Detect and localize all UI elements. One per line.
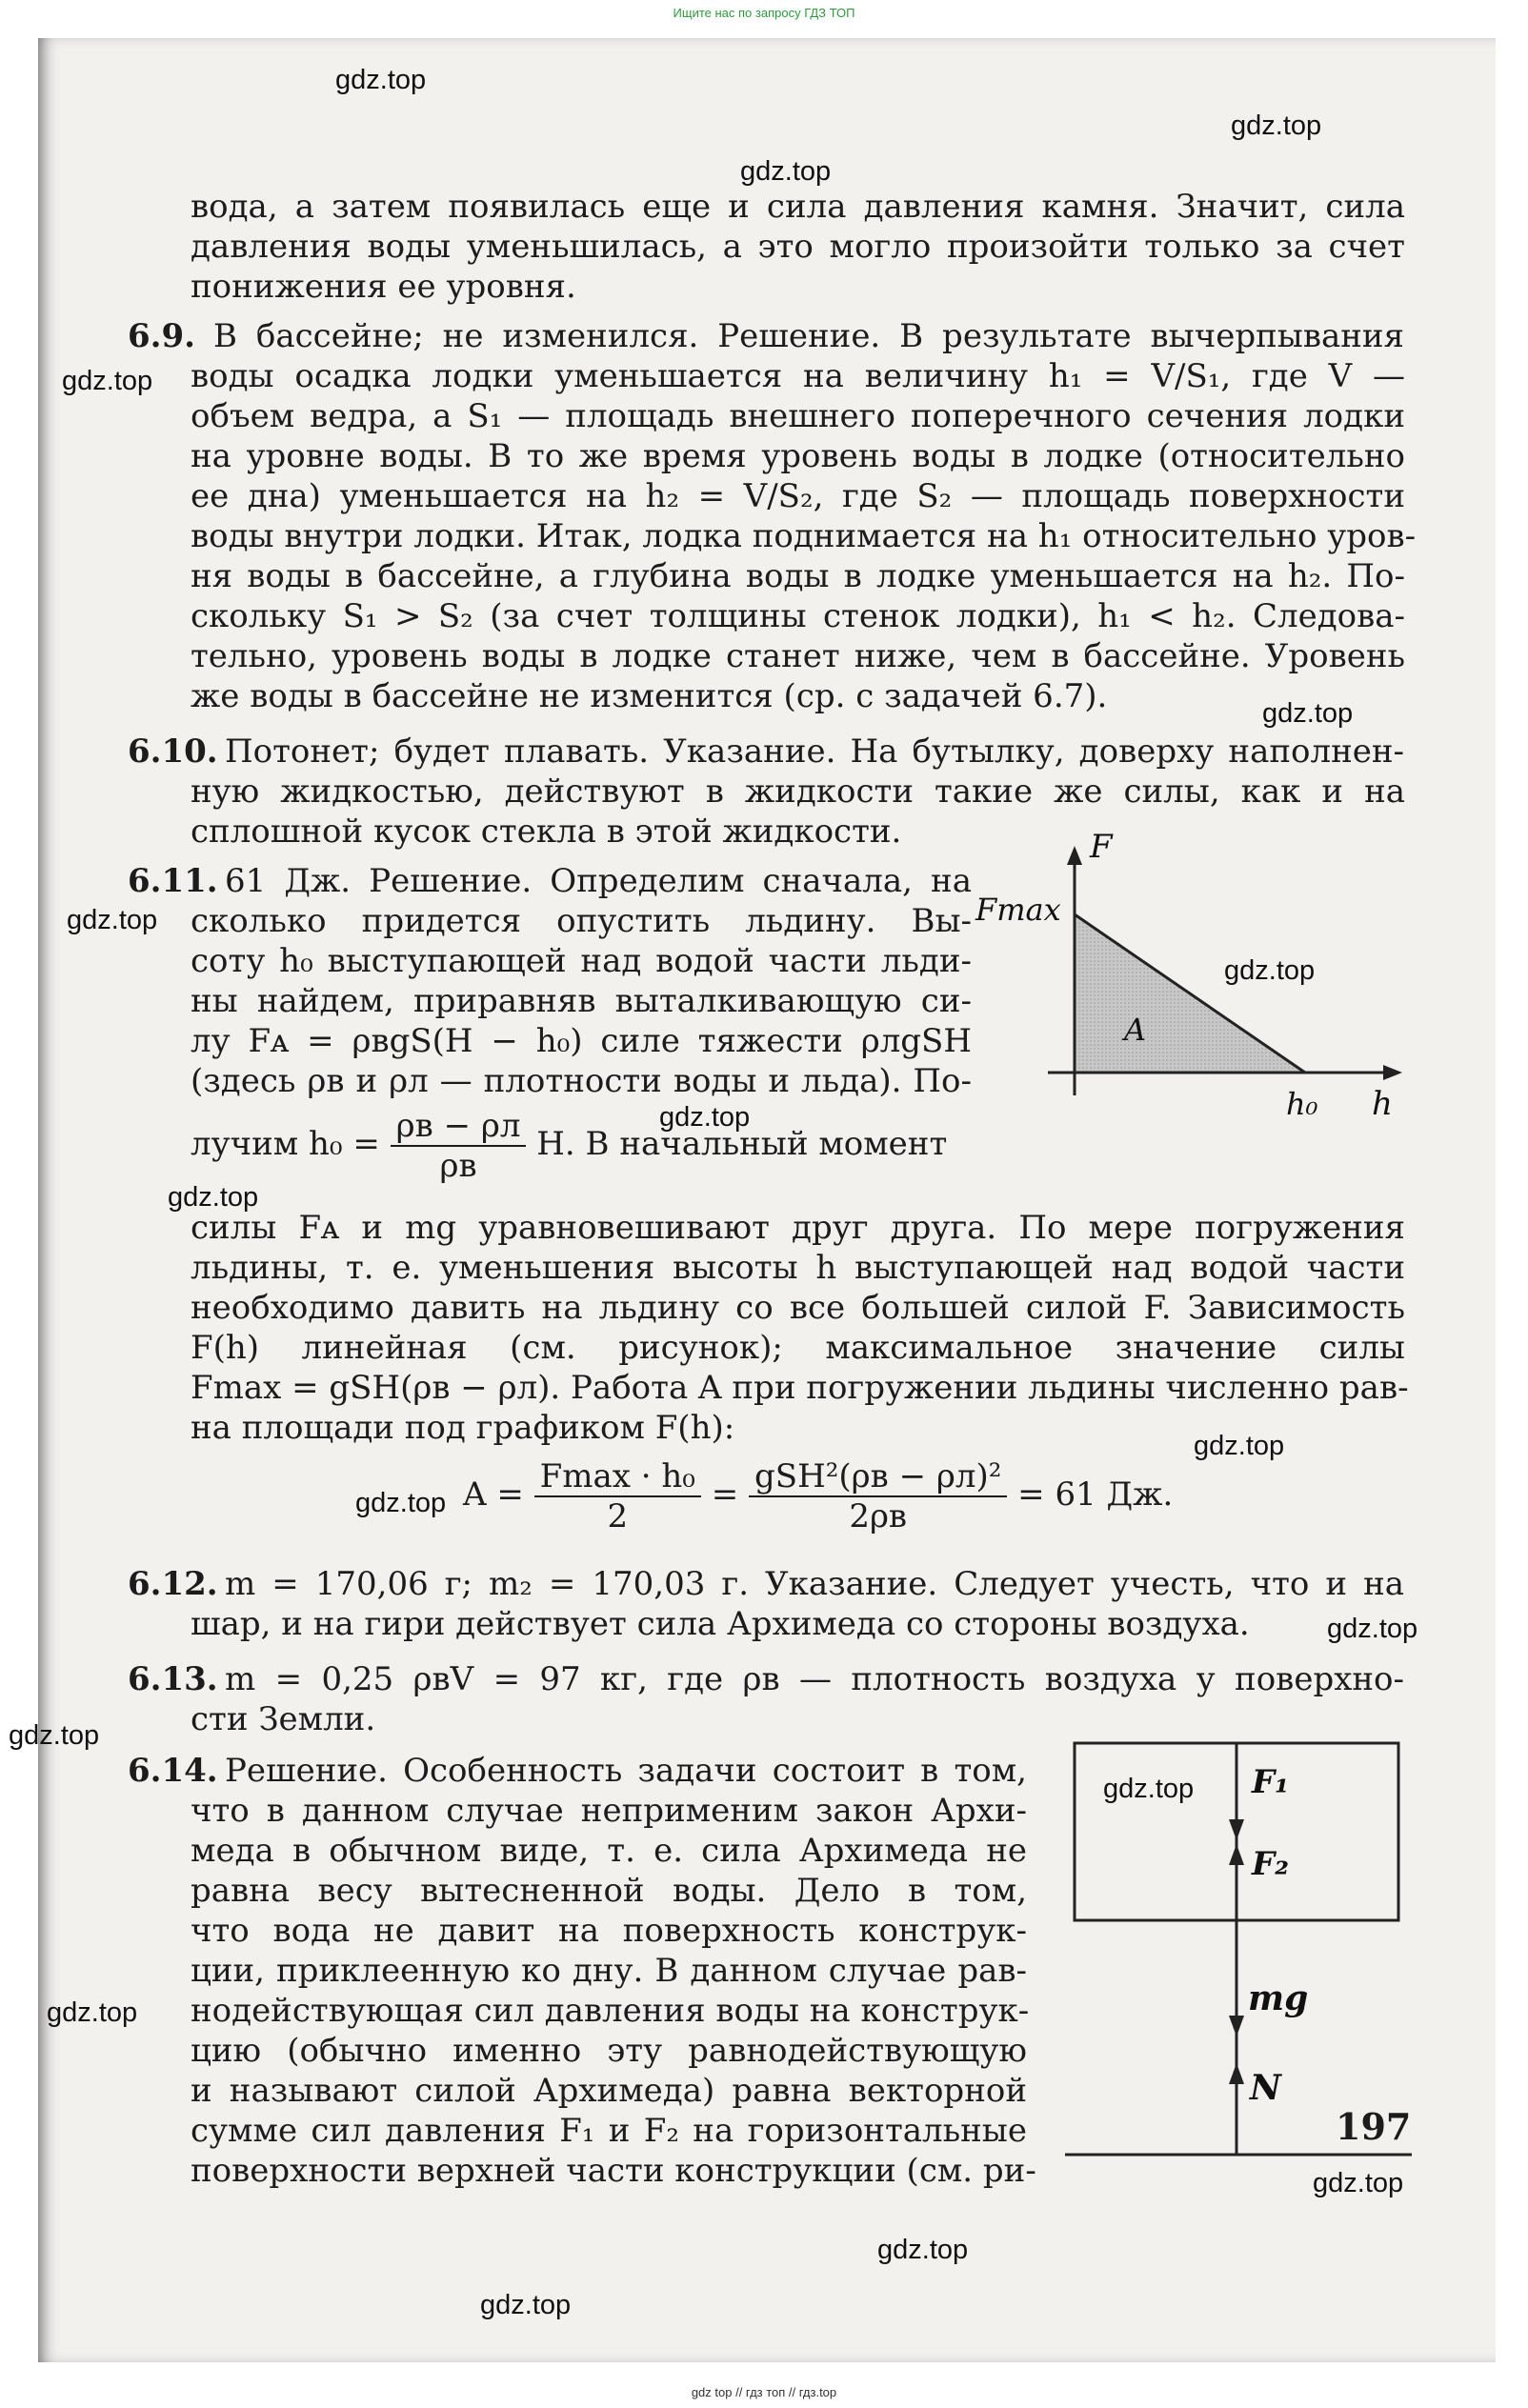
problem-number: 6.12. xyxy=(128,1565,218,1603)
y-axis-label: F xyxy=(1090,828,1113,866)
problem-number: 6.11. xyxy=(128,862,218,900)
watermark: gdz.top xyxy=(62,366,153,396)
watermark: gdz.top xyxy=(355,1488,447,1518)
problem-6-13-first-line: m = 0,25 ρвV = 97 кг, где ρв — плотность воздуха у поверхно- xyxy=(225,1660,1404,1698)
h0-formula: лучим h₀ = $\frac{\rho в - \rho л}{\rho в}$ H. В начальный момент xyxy=(191,1107,948,1185)
watermark: gdz.top xyxy=(877,2235,969,2265)
mg-label: mg xyxy=(1248,1978,1309,2018)
watermark: gdz.top xyxy=(1194,1431,1285,1461)
watermark: gdz.top xyxy=(740,156,832,187)
f2-label: F₂ xyxy=(1252,1845,1290,1883)
problem-number: 6.10. xyxy=(128,732,218,771)
watermark: gdz.top xyxy=(1262,698,1354,729)
forces-diagram xyxy=(1057,1734,1419,2162)
intro-paragraph: вода, а затем появилась еще и сила давления камня. Значит, сила давления воды уменьшилась, а это могло произойти только за счет понижения ее уровня. xyxy=(191,188,1405,306)
force-height-graph xyxy=(975,828,1410,1134)
watermark: gdz.top xyxy=(1313,2168,1404,2198)
watermark: gdz.top xyxy=(1224,955,1316,986)
y-axis-arrow-icon xyxy=(1067,846,1082,865)
area-label: A xyxy=(1124,1012,1147,1048)
problem-number: 6.13. xyxy=(128,1660,218,1698)
page-number: 197 xyxy=(1336,2105,1412,2148)
problem-number: 6.14. xyxy=(128,1752,218,1790)
problem-6-11-paragraph: силы Fᴀ и mg уравновешивают друг друга. По мере погружения льдины, т. е. уменьшения высоты h выступающей над водой части необходимо давить на льдину со все большей силой F. Зависимость F(h) линейная (см. рисунок); максимальное значение силы Fmax = gSH(ρв − ρл). Работа A при погружении льдины численно рав- на площади под графиком F(h): xyxy=(191,1209,1409,1447)
watermark: gdz.top xyxy=(480,2290,572,2320)
bottom-note: gdz top // гдз топ // гдз.top xyxy=(691,2385,837,2399)
watermark: gdz.top xyxy=(168,1182,259,1213)
problem-6-14-first-line: Решение. Особенность задачи состоит в том, xyxy=(225,1752,1027,1790)
problem-6-13-paragraph: сти Земли. xyxy=(191,1700,376,1738)
problem-6-12-paragraph: шар, и на гири действует сила Архимеда со стороны воздуха. xyxy=(191,1605,1250,1643)
watermark: gdz.top xyxy=(335,65,427,95)
n-label: N xyxy=(1250,2068,1281,2108)
problem-6-11-narrow-paragraph: сколько придется опустить льдину. Вы- соту h₀ выступающей над водой части льди- ны найдем, приравняв выталкивающую си- лу Fᴀ = ρвgS(H − h₀) силе тяжести ρлgSH (здесь ρв и ρл — плотности воды и льда). По- xyxy=(191,902,972,1100)
f1-label: F₁ xyxy=(1252,1763,1290,1801)
watermark: gdz.top xyxy=(1231,110,1322,141)
n-arrow-icon xyxy=(1229,2063,1244,2084)
problem-6-10-paragraph: ную жидкостью, действуют в жидкости такие же силы, как и на сплошной кусок стекла в этой жидкости. xyxy=(191,773,1405,851)
problem-6-10-first-line: Потонет; будет плавать. Указание. На бутылку, доверху наполнен- xyxy=(225,732,1404,771)
watermark: gdz.top xyxy=(1327,1614,1418,1644)
mg-arrow-icon xyxy=(1229,2016,1244,2037)
watermark: gdz.top xyxy=(659,1102,751,1133)
fmax-label: Fmax xyxy=(975,892,1061,928)
watermark: gdz.top xyxy=(67,905,158,935)
watermark: gdz.top xyxy=(47,1997,138,2028)
problem-6-11-first-line: 61 Дж. Решение. Определим сначала, на xyxy=(225,862,972,900)
watermark: gdz.top xyxy=(1103,1774,1195,1804)
problem-6-12-first-line: m = 170,06 г; m₂ = 170,03 г. Указание. Следует учесть, что и на xyxy=(225,1565,1404,1603)
watermark: gdz.top xyxy=(9,1720,100,1751)
h0-label: h₀ xyxy=(1286,1086,1318,1122)
problem-number: 6.9. xyxy=(128,317,195,355)
problem-6-9-first-line: В бассейне; не изменился. Решение. В результате вычерпывания xyxy=(213,317,1404,355)
work-formula: A = $\frac{\text{Fmax · h₀}}{2}$ = $\frac{\text{gSH²(ρв − ρл)²}}{2\rho в}$ = 61 Дж. xyxy=(463,1457,1174,1535)
x-axis-label: h xyxy=(1372,1085,1393,1123)
problem-6-14-paragraph: что в данном случае неприменим закон Архи- меда в обычном виде, т. е. сила Архимеда не равна весу вытесненной воды. Дело в том, что вода не давит на поверхность конструк- ции, приклеенную ко дну. В данном случае рав- нодействующая сил давления воды на конструк- цию (обычно именно эту равнодействующую и называют силой Архимеда) равна векторной сумме сил давления F₁ и F₂ на горизонтальные поверхности верхней части конструкции (см. ри- xyxy=(191,1792,1036,2190)
x-axis-arrow-icon xyxy=(1383,1065,1402,1080)
top-note: Ищите нас по запросу ГДЗ ТОП xyxy=(673,6,855,20)
f1-arrow-icon xyxy=(1229,1819,1244,1840)
problem-6-9-paragraph: воды осадка лодки уменьшается на величину h₁ = V/S₁, где V — объем ведра, а S₁ — площадь внешнего поперечного сечения лодки на уровне воды. В то же время уровень воды в лодке (относительно ее дна) уменьшается на h₂ = V/S₂, где S₂ — площадь поверхности воды внутри лодки. Итак, лодка поднимается на h₁ относительно уров- ня воды в бассейне, а глубина воды в лодке уменьшается на h₂. По- скольку S₁ > S₂ (за счет толщины стенок лодки), h₁ < h₂. Следова- тельно, уровень воды в лодке станет ниже, чем в бассейне. Уровень же воды в бассейне не изменится (ср. с задачей 6.7). xyxy=(191,357,1417,715)
f2-arrow-icon xyxy=(1229,1844,1244,1865)
